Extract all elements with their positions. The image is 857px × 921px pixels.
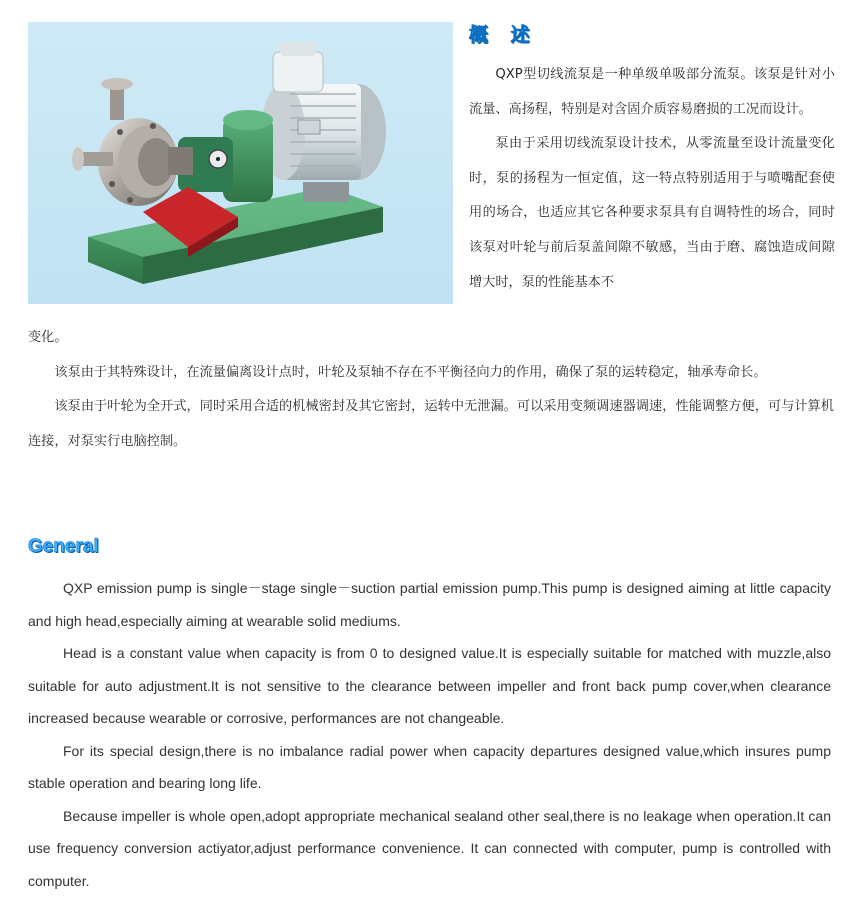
overview-continuation: 变化。 [28,330,68,345]
pump-illustration [28,22,453,304]
general-heading: General [28,536,99,557]
general-paragraph: Because impeller is whole open,adopt appropriate mechanical sealand other seal,there is no leakage when operation.It can use frequency conversion actiyator,adjust performance convenience. It can connected with computer, pump is controlled with computer. [28,807,831,889]
overview-paragraph: 该泵由于叶轮为全开式，同时采用合适的机械密封及其它密封，运转中无泄漏。可以采用变频调速器调速，性能调整方便，可与计算机连接，对泵实行电脑控制。 [28,399,834,449]
overview-paragraph: 泵由于采用切线流泵设计技术，从零流量至设计流量变化时，泵的扬程为一恒定值，这一特点特别适用于与喷嘴配套使用的场合，也适应其它各种要求泵具有自调特性的场合，同时该泵对叶轮与前后泵盖间隙不敏感，当由于磨、腐蚀造成间隙增大时，泵的性能基本不 [469,136,835,290]
general-paragraph: QXP emission pump is single－stage single－suction partial emission pump.This pump is designed aiming at little capacity and high head,especially aiming at wearable solid mediums. [28,580,831,629]
general-body [28,572,831,897]
overview-full-width [28,321,834,459]
overview-heading: 概 述 [469,24,538,46]
overview-paragraph: QXP型切线流泵是一种单级单吸部分流泵。该泵是针对小流量、高扬程，特别是对含固介质容易磨损的工况而设计。 [469,67,835,117]
general-paragraph: Head is a constant value when capacity is from 0 to designed value.It is especially suitable for matched with muzzle,also suitable for auto adjustment.It is not sensitive to the clearance between impeller and front back pump cover,when clearance increased because wearable or corrosive, performances are not changeable. [28,645,831,726]
pump-photo [28,22,453,304]
overview-paragraph: 该泵由于其特殊设计，在流量偏离设计点时，叶轮及泵轴不存在不平衡径向力的作用，确保了泵的运转稳定，轴承寿命长。 [54,364,767,380]
general-paragraph: For its special design,there is no imbalance radial power when capacity departures designed value,which insures pump stable operation and bearing long life. [28,742,831,791]
overview-right-column [469,58,835,300]
pump-casing [72,78,193,206]
motor [261,42,386,202]
